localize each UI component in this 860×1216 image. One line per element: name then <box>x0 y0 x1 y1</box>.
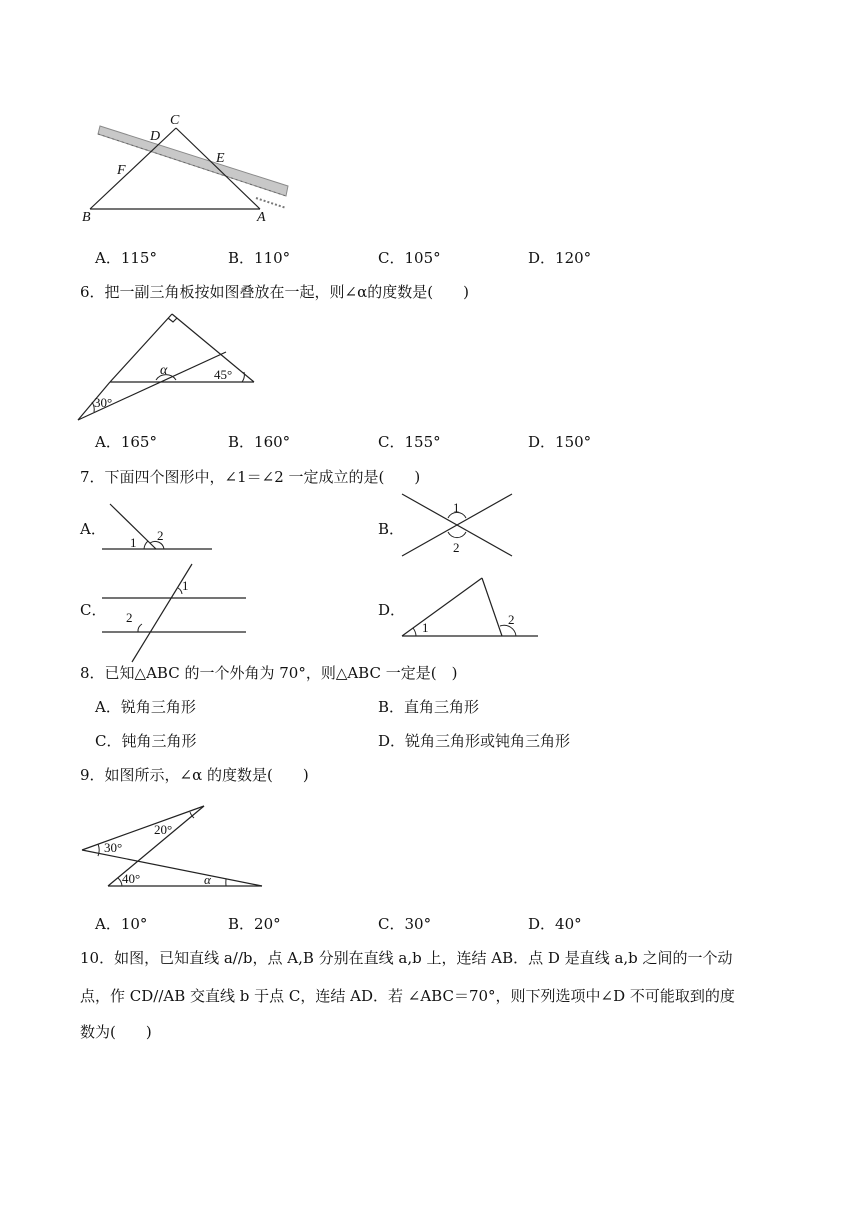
q9-angle-20: 20° <box>154 822 173 837</box>
q7b-angle2: 2 <box>453 540 460 555</box>
q6-option-d: D．150° <box>528 433 592 451</box>
q10-line-1: 10．如图，已知直线 a//b，点 A,B 分别在直线 a,b 上，连结 AB．点 D 是直线 a,b 之间的一个动 <box>80 949 733 967</box>
q9-alpha: α <box>204 872 211 887</box>
q9-figure <box>80 800 270 895</box>
label-a: A <box>257 210 266 225</box>
label-c: C <box>170 113 180 128</box>
q7a-angle2: 2 <box>157 528 164 543</box>
triangle-side-ca <box>176 128 260 209</box>
q6-option-c: C．155° <box>378 433 441 451</box>
q6-option-b: B．160° <box>228 433 291 451</box>
q9-option-d: D．40° <box>528 915 582 933</box>
q8-option-a: A．锐角三角形 <box>95 698 196 716</box>
q7b-angle1: 1 <box>453 500 460 515</box>
q8-option-c: C．钝角三角形 <box>95 732 197 750</box>
label-d: D <box>150 129 161 144</box>
label-b: B <box>82 210 91 225</box>
q9-option-a: A．10° <box>95 915 148 933</box>
q7-figure-c <box>100 562 250 664</box>
q7-option-a-letter: A． <box>80 520 106 538</box>
q9-angle-30: 30° <box>104 840 123 855</box>
q7d-angle2: 2 <box>508 612 515 627</box>
q7c-angle2: 2 <box>126 610 133 625</box>
q6-stem: 6．把一副三角板按如图叠放在一起，则∠α的度数是( ) <box>80 283 469 301</box>
q9-option-b: B．20° <box>228 915 281 933</box>
q8-option-d: D．锐角三角形或钝角三角形 <box>378 732 571 750</box>
q5-option-a: A．115° <box>95 249 157 267</box>
q10-line-3: 数为( ) <box>80 1023 152 1041</box>
q8-stem: 8．已知△ABC 的一个外角为 70°，则△ABC 一定是( ) <box>80 664 458 682</box>
q7-option-d-letter: D． <box>378 601 406 619</box>
q7-figure-b <box>400 490 515 560</box>
q6-option-a: A．165° <box>95 433 157 451</box>
q8-option-b: B．直角三角形 <box>378 698 480 716</box>
q7a-angle1: 1 <box>130 535 137 550</box>
q5-option-c: C．105° <box>378 249 441 267</box>
q6-angle-45: 45° <box>214 367 233 382</box>
q6-alpha: α <box>160 363 168 378</box>
q5-figure <box>80 112 300 232</box>
label-f: F <box>117 163 126 178</box>
label-e: E <box>216 151 225 166</box>
ruler <box>98 126 288 196</box>
q7-figure-a <box>100 496 215 556</box>
q7-stem: 7．下面四个图形中，∠1＝∠2 一定成立的是( ) <box>80 468 421 486</box>
q9-angle-40: 40° <box>122 871 141 886</box>
q9-option-c: C．30° <box>378 915 432 933</box>
q5-option-b: B．110° <box>228 249 291 267</box>
q9-stem: 9．如图所示，∠α 的度数是( ) <box>80 766 309 784</box>
q7-option-b-letter: B． <box>378 520 405 538</box>
q7-figure-d <box>400 574 540 640</box>
q6-figure <box>76 306 266 426</box>
q7d-angle1: 1 <box>422 620 429 635</box>
q10-line-2: 点，作 CD//AB 交直线 b 于点 C，连结 AD．若 ∠ABC＝70°，则下列选项中∠D 不可能取到的度 <box>80 987 735 1005</box>
q6-angle-30: 30° <box>94 395 113 410</box>
q7c-angle1: 1 <box>182 578 189 593</box>
q7-option-c-letter: C． <box>80 601 107 619</box>
q5-option-d: D．120° <box>528 249 592 267</box>
